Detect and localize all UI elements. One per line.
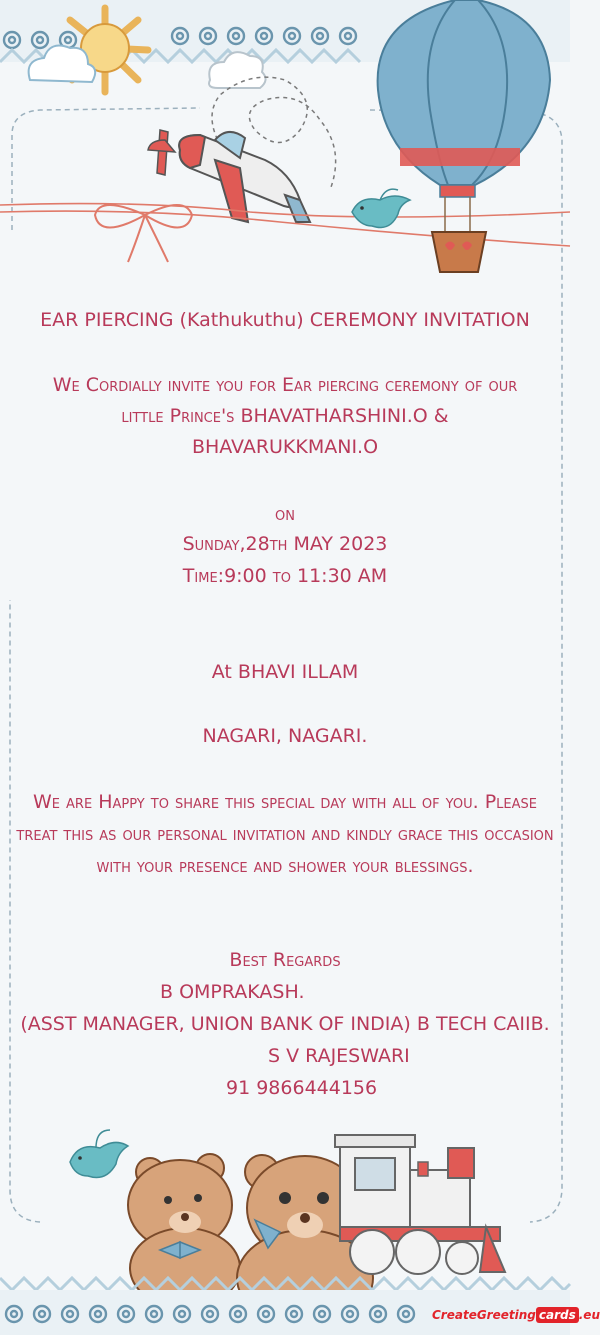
bird-icon [352, 189, 410, 227]
host-2-name: S V RAJESWARI [268, 1045, 410, 1067]
watermark-brand-c: .eu [578, 1308, 600, 1322]
on-label: on [275, 503, 295, 525]
message: We are Happy to share this special day with all of you. Please treat this as our personal invitation and kindly grace this occasion with your presence and shower your blessings. [16, 791, 554, 877]
invitation-title: EAR PIERCING (Kathukuthu) CEREMONY INVITATION [40, 309, 530, 331]
phone-number: 91 9866444156 [226, 1077, 378, 1099]
venue: At BHAVI ILLAM [211, 661, 359, 683]
hot-air-balloon-icon [378, 0, 550, 272]
event-date: Sunday,28th MAY 2023 [182, 533, 388, 555]
venue-place: NAGARI, NAGARI. [202, 725, 368, 747]
airplane-icon [148, 130, 310, 222]
invite-line: We Cordially invite you for Ear piercing ceremony of our little Prince's BHAVATHARSHINI.O & BHAVARUKKMANI.O [52, 374, 518, 458]
event-time: Time:9:00 to 11:30 AM [182, 565, 388, 587]
watermark-brand-a: CreateGreeting [432, 1308, 536, 1322]
watermark-brand-b: cards [536, 1307, 579, 1323]
best-regards: Best Regards [229, 949, 341, 971]
toy-train-icon [335, 1135, 505, 1274]
host-1-name: B OMPRAKASH. [160, 981, 305, 1003]
site-watermark[interactable] [432, 1300, 600, 1330]
host-1-detail: (ASST MANAGER, UNION BANK OF INDIA) B TECH CAIIB. [20, 1013, 550, 1035]
bottom-bird-icon [70, 1130, 128, 1178]
